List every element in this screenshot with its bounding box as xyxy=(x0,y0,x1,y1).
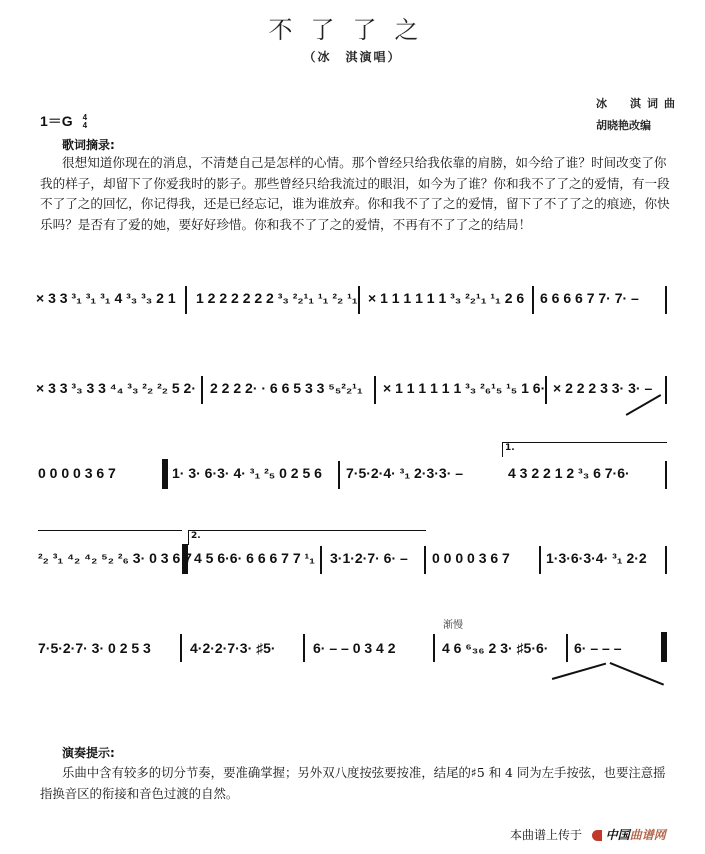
measure-14: 4 5 6·6· 6 6 6 7 7 ¹₁ xyxy=(194,550,315,566)
barline xyxy=(545,376,547,404)
barline xyxy=(303,634,305,662)
barline xyxy=(665,286,667,314)
score-row-5 xyxy=(0,620,705,670)
measure-9: 0 0 0 0 3 6 7 xyxy=(38,465,116,481)
score-row-3 xyxy=(0,443,705,495)
barline xyxy=(320,546,322,574)
footer xyxy=(510,826,666,843)
measure-3: × 1 1 1 1 1 1 ³₃ ²₂¹₁ ¹₁ 2 6 xyxy=(368,290,525,306)
barline xyxy=(374,376,376,404)
measure-11: 7·5·2·4· ³₁ 2·3·3· – xyxy=(346,465,464,481)
key-signature xyxy=(40,111,87,131)
measure-8: × 2 2 2 3 3· 3· – xyxy=(553,380,653,396)
barline xyxy=(185,286,187,314)
barline xyxy=(358,286,360,314)
measure-17: 1·3·6·3·4· ³₁ 2·2 xyxy=(546,550,647,566)
arranger-credit: 胡晓艳改编 xyxy=(596,119,651,132)
site-logo-text-1[interactable]: 中国 xyxy=(605,828,630,842)
song-subtitle: （冰 淇演唱） xyxy=(303,50,402,64)
repeat-end-barline xyxy=(182,544,188,574)
measure-13: ²₂ ³₁ ⁴₂ ⁴₂ ⁵₂ ²₆ 3· 0 3 6 7 xyxy=(38,550,192,566)
decrescendo-arrow xyxy=(610,662,664,685)
measure-20: 6· – – 0 3 4 2 xyxy=(313,640,396,656)
volta-1-continuation xyxy=(38,530,182,545)
composer-credit: 冰 淇词曲 xyxy=(596,97,681,110)
barline xyxy=(424,546,426,574)
final-barline xyxy=(661,632,667,662)
lyrics-text: 很想知道你现在的消息，不清楚自己是怎样的心情。那个曾经只给我依靠的肩膀，如今给了谁？时间改变了你我的样子，却留下了你爱我时的影子。那些曾经只给我流过的眼泪，如今为了谁？你和我不了了之的爱情，有一段不了了之的回忆，你记得我，还是已经忘记，谁为谁放弃。你和我不了了之的爱情，留下了不了了之的痕迹，你快乐吗？是否有了爱的她，要好好珍惜。你和我不了了之的爱情，不再有不了了之的结局！ xyxy=(40,155,670,232)
barline xyxy=(180,634,182,662)
measure-10: 1· 3· 6·3· 4· ³₁ ²₅ 0 2 5 6 xyxy=(172,465,322,481)
repeat-start-barline xyxy=(162,459,168,489)
playing-tips-heading: 演奏提示: xyxy=(62,746,115,760)
time-signature-top: 4 xyxy=(82,113,88,123)
crescendo-arrow xyxy=(552,663,606,680)
measure-21: 4 6 ⁶₃₆ 2 3· ♯5·6· xyxy=(442,640,549,656)
measure-5: × 3 3 ³₃ 3 3 ⁴₄ ³₃ ²₂ ²₂ 5 2· xyxy=(36,380,196,396)
upload-notice: 本曲谱上传于 xyxy=(510,828,583,842)
barline xyxy=(665,461,667,489)
key-label: 1＝G xyxy=(40,113,73,129)
barline xyxy=(433,634,435,662)
score-row-4 xyxy=(0,531,705,580)
measure-18: 7·5·2·7· 3· 0 2 5 3 xyxy=(38,640,151,656)
measure-4: 6 6 6 6 7 7· 7· – xyxy=(540,290,639,306)
measure-1: × 3 3 ³₁ ³₁ ³₁ 4 ³₃ ³₃ 2 1 xyxy=(36,290,176,306)
credits xyxy=(596,93,681,137)
measure-19: 4·2·2·7·3· ♯5· xyxy=(190,640,276,656)
barline xyxy=(201,376,203,404)
glissando-line xyxy=(626,394,661,415)
volta-1: 1. xyxy=(502,442,667,457)
barline xyxy=(539,546,541,574)
measure-6: 2 2 2 2· · 6 6 5 3 3 ⁵₅²₂¹₁ xyxy=(210,380,363,396)
measure-7: × 1 1 1 1 1 1 ³₃ ²₆¹₅ ¹₅ 1 6· xyxy=(383,380,546,396)
time-signature-bottom: 4 xyxy=(82,121,88,131)
measure-15: 3·1·2·7· 6· – xyxy=(330,550,408,566)
time-signature xyxy=(83,114,87,130)
barline xyxy=(338,461,340,489)
playing-tips-text: 乐曲中含有较多的切分节奏，要准确掌握；另外双八度按弦要按准，结尾的♯5 和 4 同为左手按弦，也要注意摇指换音区的衔接和音色过渡的自然。 xyxy=(40,765,666,801)
tempo-marking: 渐慢 xyxy=(443,620,463,631)
site-logo-text-2[interactable]: 曲谱网 xyxy=(629,828,666,842)
measure-22: 6· – – – xyxy=(574,640,622,656)
measure-12: 4 3 2 2 1 2 ³₃ 6 7·6· xyxy=(508,465,630,481)
score-row-2 xyxy=(0,370,705,410)
measure-2: 1 2 2 2 2 2 2 ³₃ ²₂¹₁ ¹₁ ²₂ ¹₁ xyxy=(196,290,358,306)
song-title: 不了了之 xyxy=(268,16,437,44)
volta-2: 2. xyxy=(188,530,426,545)
score-row-1 xyxy=(0,280,705,320)
barline xyxy=(566,634,568,662)
lyrics-heading: 歌词摘录: xyxy=(62,138,115,152)
barline xyxy=(532,286,534,314)
barline xyxy=(665,376,667,404)
site-logo-icon xyxy=(592,830,602,841)
barline xyxy=(665,546,667,574)
measure-16: 0 0 0 0 3 6 7 xyxy=(432,550,510,566)
